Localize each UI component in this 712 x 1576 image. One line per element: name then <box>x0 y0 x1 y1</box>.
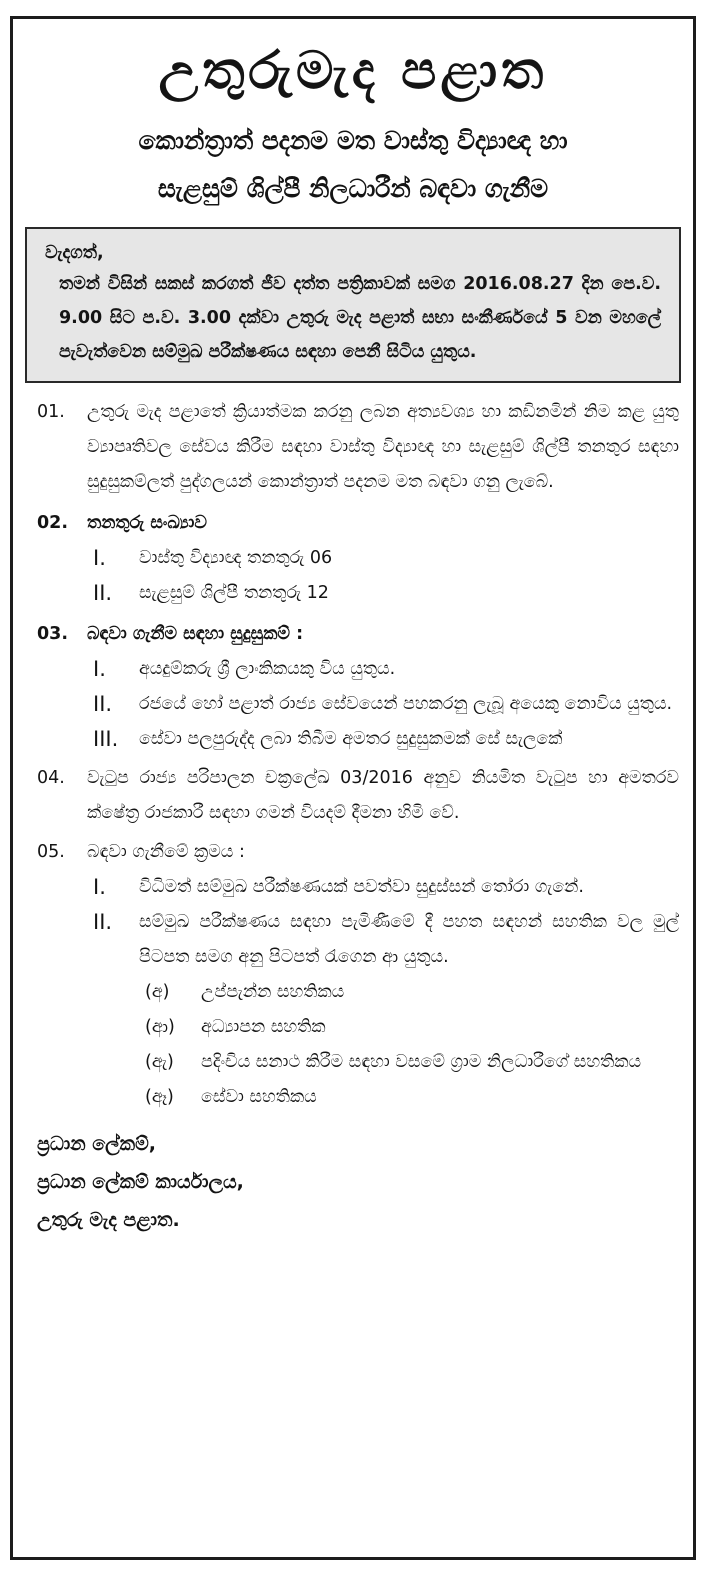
advertisement-page <box>10 16 696 1560</box>
signature-line-3: උතුරු මැද පළාත. <box>37 1209 180 1231</box>
roman-numeral: II. <box>93 692 113 716</box>
section-heading: බඳවා ගැනීම සඳහා සුදුසුකම් : <box>87 624 304 644</box>
notice-heading: වැදගත්, <box>45 243 104 263</box>
sub-item-label: (අ) <box>145 982 170 1002</box>
roman-numeral: II. <box>93 910 113 934</box>
section-heading: බඳවා ගැනීමේ ක්‍රමය : <box>87 842 245 862</box>
roman-numeral: III. <box>93 727 119 751</box>
list-item <box>27 905 679 975</box>
sub-item-label: (ඇ) <box>145 1052 174 1072</box>
section-04 <box>27 761 679 831</box>
item-text: විධිමත් සම්මුඛ පරීක්ෂණයක් පවත්වා සුදුස්සන් තෝරා ගැනේ. <box>139 877 584 897</box>
roman-numeral: I. <box>93 546 106 570</box>
list-item <box>27 722 679 757</box>
signature-block <box>27 1125 679 1239</box>
list-item <box>27 687 679 722</box>
item-text: වාස්තු විද්‍යාඥ තනතුරු 06 <box>139 548 333 568</box>
item-text: සේවා පලපුරුද්ද ලබා තිබීම අමතර සුදුසුකමක් සේ සැලකේ <box>139 729 563 749</box>
sub-item-label: (ආ) <box>145 1017 175 1037</box>
list-item <box>27 541 679 576</box>
sub-list-item <box>27 1080 679 1115</box>
section-01 <box>27 395 679 500</box>
roman-numeral: II. <box>93 581 113 605</box>
page-title: උතුරුමැද පළාත <box>158 41 548 101</box>
subtitle-line-2: සැළසුම් ශිල්පී නිලධාරීන් බඳවා ගැනීම <box>157 174 549 203</box>
section-number: 04. <box>37 768 65 788</box>
roman-numeral: I. <box>93 657 106 681</box>
list-item <box>27 652 679 687</box>
item-text: රජයේ හෝ පළාත් රාජ්‍ය සේවයෙන් පහකරනු ලැබූ අයෙකු නොවිය යුතුය. <box>139 694 673 714</box>
sub-list-item <box>27 1045 679 1080</box>
section-number: 02. <box>37 513 69 533</box>
section-number: 03. <box>37 624 69 644</box>
subtitle-line-1: කොන්ත්‍රාත් පදනම මත වාස්තු විද්‍යාඥ හා <box>138 126 568 155</box>
list-item <box>27 870 679 905</box>
list-item <box>27 576 679 611</box>
section-05-heading <box>27 835 679 870</box>
section-heading: තනතුරු සංඛ්‍යාව <box>87 513 207 533</box>
section-text: උතුරු මැද පළාතේ ක්‍රියාත්මක කරනු ලබන අත්‍යවශ්‍ය හා කඩිනමින් නිම කළ යුතු ව්‍යාපෘතිවල සේවය කිරීම සඳහා වාස්තු විද්‍යාඥ හා සැළසුම් ශිල්පී තනතුර සඳහා සුදුසුකම්ලත් පුද්ගලයන් කොන්ත්‍රාත් පදනම මත බඳවා ගනු ලැබේ. <box>87 402 679 492</box>
signature-line-2: ප්‍රධාන ලේකම් කාර්යාලය, <box>37 1171 244 1193</box>
roman-numeral: I. <box>93 875 106 899</box>
section-number: 01. <box>37 402 65 422</box>
sub-item-text: පදිංචිය සනාථ කිරීම සඳහා වසමේ ග්‍රාම නිලධාරීගේ සහතිකය <box>201 1052 642 1072</box>
notice-body: තමන් විසින් සකස් කරගත් ජීව දත්ත පත්‍රිකාවක් සමග 2016.08.27 දින පෙ.ව. 9.00 සිට ප.ව. 3.00 දක්වා උතුරු මැද පළාත් සභා සංකීර්ණයේ 5 වන මහලේ පැවැත්වෙන සම්මුඛ පරීක්ෂණය සඳහා පෙනී සිටිය යුතුය. <box>59 274 661 362</box>
sub-list-item <box>27 1010 679 1045</box>
section-number: 05. <box>37 842 65 862</box>
sub-item-label: (ඈ) <box>145 1087 174 1107</box>
item-text: අයදුම්කරු ශ්‍රී ලාංකිකයකු විය යුතුය. <box>139 659 396 679</box>
sub-item-text: උප්පැන්න සහතිකය <box>201 982 345 1002</box>
sub-item-text: අධ්‍යාපන සහතික <box>201 1017 326 1037</box>
section-03-heading <box>27 617 679 652</box>
sub-item-text: සේවා සහතිකය <box>201 1087 317 1107</box>
item-text: සැළසුම් ශිල්පී තනතුරු 12 <box>139 583 329 603</box>
important-notice-box <box>25 227 681 383</box>
signature-line-1: ප්‍රධාන ලේකම්, <box>37 1133 156 1155</box>
item-text: සම්මුඛ පරීක්ෂණය සඳහා පැමිණීමේ දී පහත සඳහන් සහතික වල මුල් පිටපත සමග අනු පිටපත් රැගෙන ආ යුතුය. <box>139 912 679 967</box>
section-text: වැටුප රාජ්‍ය පරිපාලන චක්‍රලේඛ 03/2016 අනුව නියමිත වැටුප හා අමතරව ක්ෂේත්‍ර රාජකාරී සඳහා ගමන් වියදම් දීමනා හිමි වේ. <box>87 768 679 823</box>
sub-list-item <box>27 975 679 1010</box>
section-02-heading <box>27 506 679 541</box>
